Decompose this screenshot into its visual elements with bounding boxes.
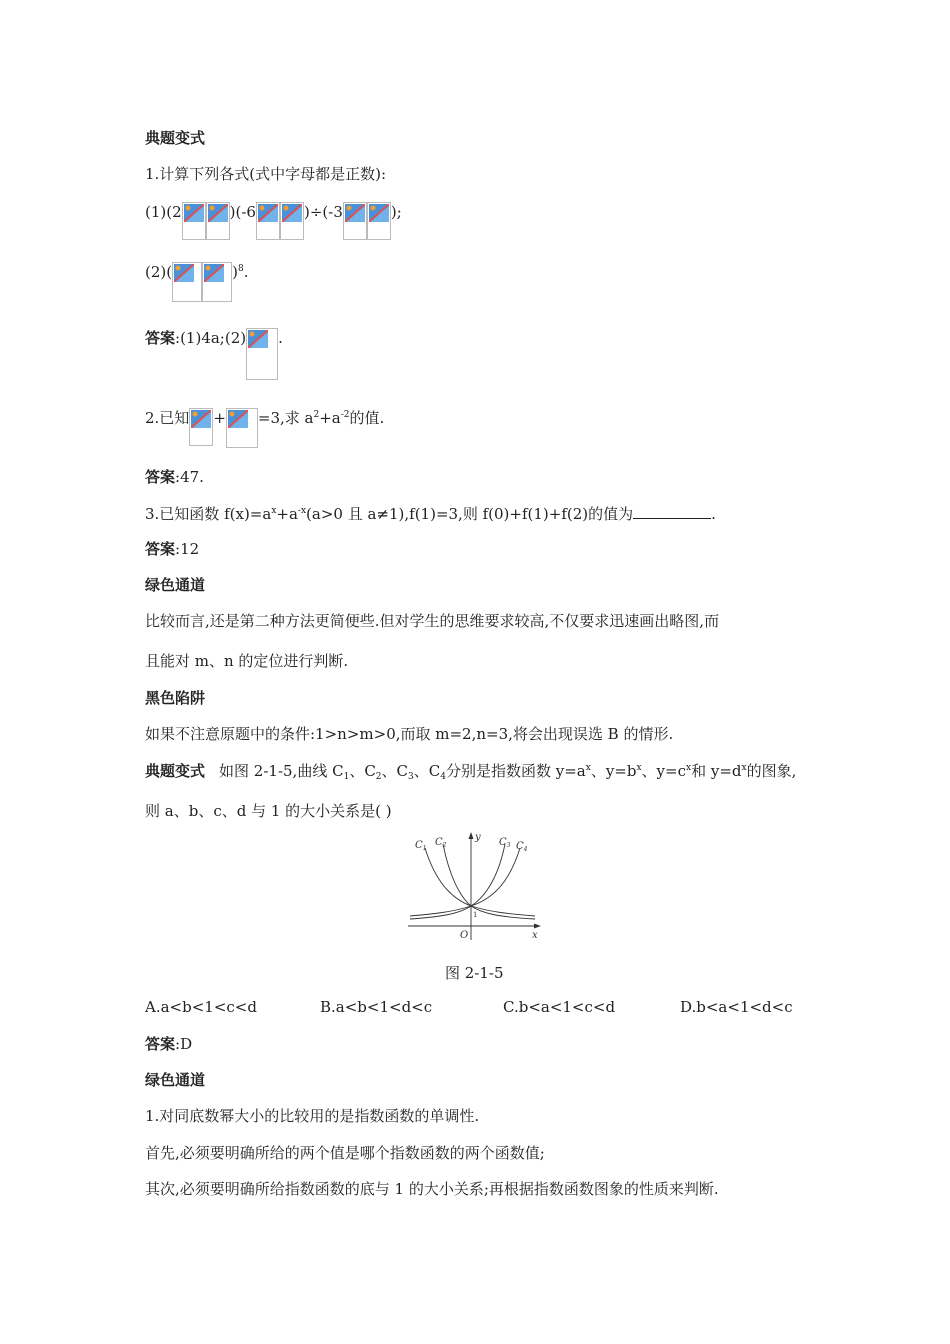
broken-image-icon	[189, 408, 213, 446]
label-c1: $C_1$	[415, 840, 427, 852]
answer-4: 答案:D	[145, 1035, 193, 1053]
figure-caption: 图 2-1-5	[445, 964, 504, 982]
question-3: 3.已知函数 $f(x)=a^x+a^{-x}(a>0$ 且 a≠1),f(1)=3,则 f(0)+f(1)+f(2)的值为 .	[145, 505, 716, 523]
green-text-line-2: 且能对 m、n 的定位进行判断.	[145, 652, 349, 670]
curve-c1	[425, 848, 535, 916]
label-c2: $C_2$	[435, 837, 447, 849]
broken-image-icon	[343, 202, 367, 240]
broken-image-icon	[367, 202, 391, 240]
answer-2: 答案:47.	[145, 468, 204, 486]
green-text-line-1: 比较而言,还是第二种方法更简便些.但对学生的思维要求较高,不仅要求迅速画出略图,而	[145, 612, 720, 630]
label-origin: O	[460, 930, 469, 941]
green-2-line-3: 其次,必须要明确所给指数函数的底与 1 的大小关系;再根据指数函数图象的性质来判断.	[145, 1180, 719, 1198]
label-c3: $C_3$	[499, 837, 511, 849]
label-y: y	[475, 832, 481, 843]
green-2-line-1: 1.对同底数幂大小的比较用的是指数函数的单调性.	[145, 1107, 480, 1125]
variant-2-line-1: 典题变式 如图 2-1-5,曲线 $C_1$、$C_2$、$C_3$、$C_4$分别是指数函数 $y=a^x$、$y=b^x$、$y=c^x$和 $y=d^x$的图象,	[145, 762, 797, 782]
exponential-curves-figure	[405, 830, 545, 945]
option-d[interactable]: D.b<a<1<d<c	[680, 998, 793, 1016]
broken-image-icon	[256, 202, 280, 240]
option-c[interactable]: C.b<a<1<c<d	[503, 998, 616, 1016]
label-one: 1	[473, 911, 478, 919]
label-c4: $C_4$	[516, 841, 528, 853]
broken-image-icon	[280, 202, 304, 240]
broken-image-icon	[206, 202, 230, 240]
answer-1: 答案:(1)4a;(2) .	[145, 328, 283, 382]
question-2: 2.已知 + =3,求 $a^2+a^{-2}$的值.	[145, 408, 384, 448]
broken-image-icon	[246, 328, 278, 380]
heading-green-channel: 绿色通道	[145, 576, 206, 594]
broken-image-icon	[172, 262, 202, 302]
option-b[interactable]: B.a<b<1<d<c	[320, 998, 433, 1016]
question-1a: (1)(2 )(-6 )÷(-3 );	[145, 202, 402, 242]
broken-image-icon	[182, 202, 206, 240]
heading-green-channel-2: 绿色通道	[145, 1071, 206, 1089]
answer-blank	[633, 504, 711, 519]
curve-c4	[410, 848, 520, 916]
y-arrow	[469, 832, 474, 839]
black-trap-text: 如果不注意原题中的条件:1>n>m>0,而取 m=2,n=3,将会出现误选 B 的情形.	[145, 725, 674, 743]
answer-3: 答案:12	[145, 540, 200, 558]
green-2-line-2: 首先,必须要明确所给的两个值是哪个指数函数的两个函数值;	[145, 1144, 545, 1162]
heading-variant: 典题变式	[145, 129, 206, 147]
question-1: 1.计算下列各式(式中字母都是正数):	[145, 165, 387, 183]
variant-2-line-2: 则 a、b、c、d 与 1 的大小关系是( )	[145, 802, 392, 820]
broken-image-icon	[226, 408, 258, 448]
curve-c3	[410, 844, 505, 919]
option-a[interactable]: A.a<b<1<c<d	[145, 998, 257, 1016]
x-arrow	[534, 924, 541, 929]
label-x: x	[532, 930, 538, 941]
heading-black-trap: 黑色陷阱	[145, 689, 206, 707]
curve-c2	[443, 844, 535, 919]
question-1b: (2)( )$^8$.	[145, 262, 248, 304]
broken-image-icon	[202, 262, 232, 302]
